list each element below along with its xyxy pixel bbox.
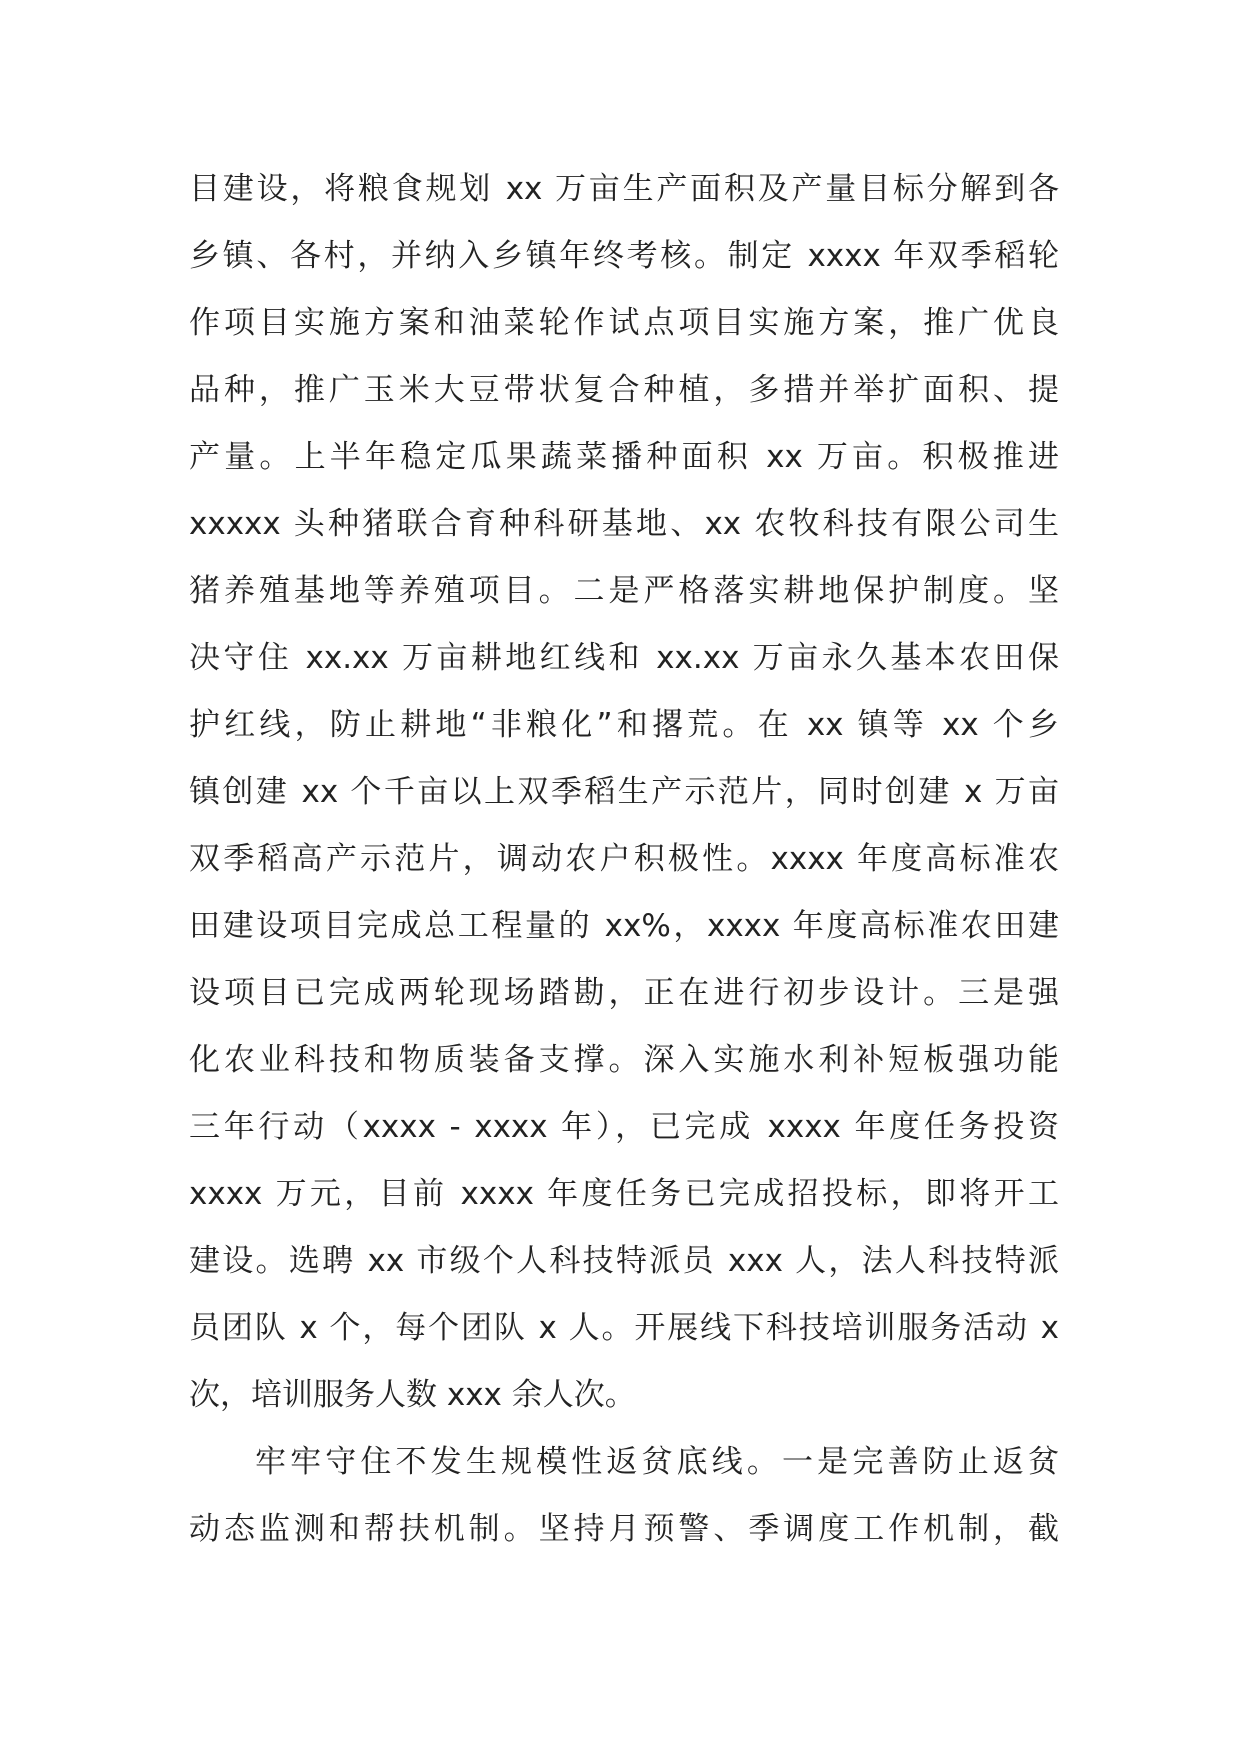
- text-line: 猪养殖基地等养殖项目。二是严格落实耕地保护制度。坚: [189, 573, 1059, 609]
- text-line: 作项目实施方案和油菜轮作试点项目实施方案，推广优良: [189, 305, 1059, 341]
- text-line: 双季稻高产示范片，调动农户积极性。xxxx 年度高标准农: [189, 841, 1059, 877]
- text-line: 护红线，防止耕地“非粮化”和撂荒。在 xx 镇等 xx 个乡: [189, 707, 1059, 743]
- text-line: 化农业科技和物质装备支撑。深入实施水利补短板强功能: [189, 1042, 1059, 1078]
- text-line: 牢牢守住不发生规模性返贫底线。一是完善防止返贫: [255, 1444, 1059, 1480]
- text-line: 产量。上半年稳定瓜果蔬菜播种面积 xx 万亩。积极推进: [189, 439, 1059, 475]
- text-line: 动态监测和帮扶机制。坚持月预警、季调度工作机制，截: [189, 1511, 1059, 1547]
- text-line: 田建设项目完成总工程量的 xx%，xxxx 年度高标准农田建: [189, 908, 1059, 944]
- paragraph-1: [189, 156, 1059, 1429]
- body-text: [189, 156, 1059, 1563]
- paragraph-2: [189, 1429, 1059, 1563]
- text-line: 决守住 xx.xx 万亩耕地红线和 xx.xx 万亩永久基本农田保: [189, 640, 1059, 676]
- text-line: 建设。选聘 xx 市级个人科技特派员 xxx 人，法人科技特派: [189, 1243, 1059, 1279]
- text-line: 目建设，将粮食规划 xx 万亩生产面积及产量目标分解到各: [189, 171, 1059, 207]
- text-line: 乡镇、各村，并纳入乡镇年终考核。制定 xxxx 年双季稻轮: [189, 238, 1059, 274]
- text-line: 三年行动（xxxx - xxxx 年），已完成 xxxx 年度任务投资: [189, 1109, 1059, 1145]
- text-line: xxxx 万元，目前 xxxx 年度任务已完成招投标，即将开工: [189, 1176, 1059, 1212]
- text-line: 镇创建 xx 个千亩以上双季稻生产示范片，同时创建 x 万亩: [189, 774, 1059, 810]
- text-line: 员团队 x 个，每个团队 x 人。开展线下科技培训服务活动 x: [189, 1310, 1059, 1346]
- text-line: 品种，推广玉米大豆带状复合种植，多措并举扩面积、提: [189, 372, 1059, 408]
- text-line: xxxxx 头种猪联合育种科研基地、xx 农牧科技有限公司生: [189, 506, 1059, 542]
- text-line: 设项目已完成两轮现场踏勘，正在进行初步设计。三是强: [189, 975, 1059, 1011]
- text-line: 次，培训服务人数 xxx 余人次。: [189, 1377, 636, 1413]
